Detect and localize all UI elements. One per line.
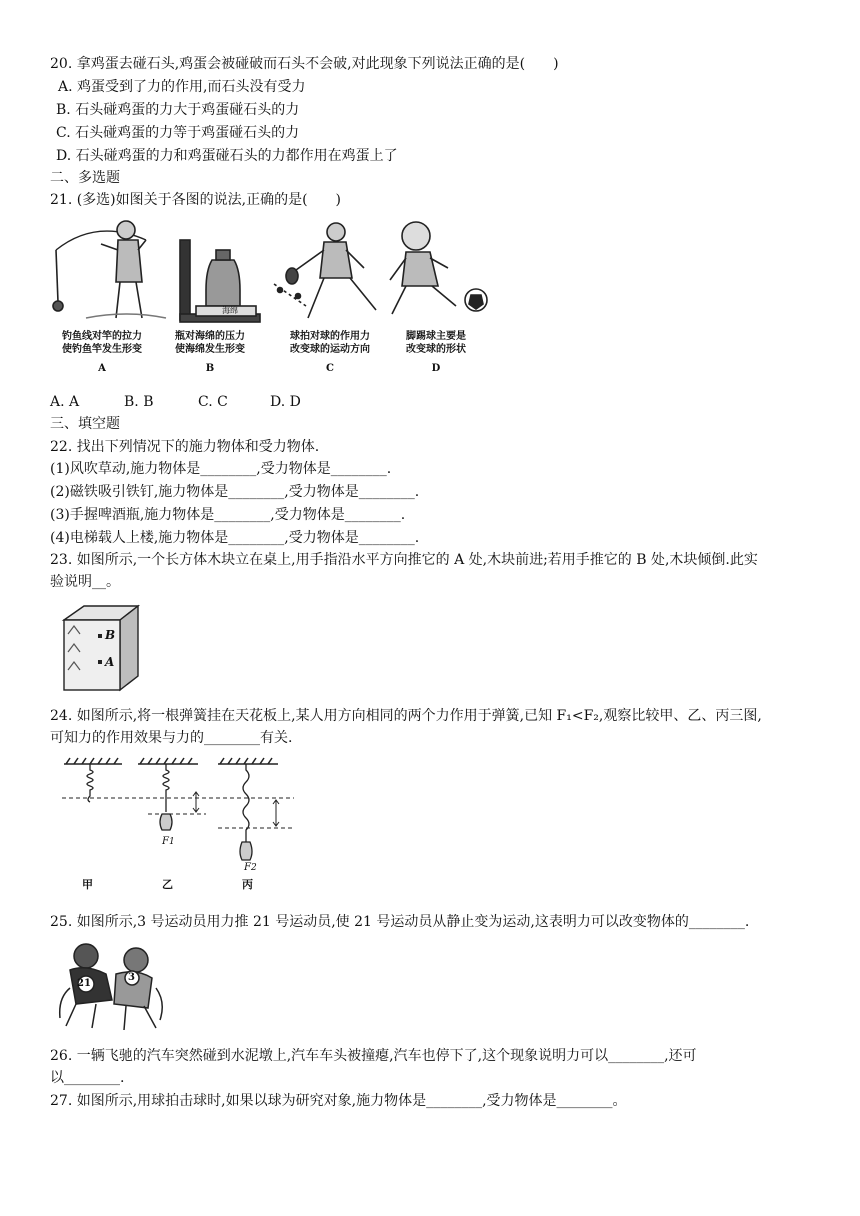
hockey-players-drawing [56,938,168,1034]
section-heading-fill-in: 三、填空题 [50,416,120,432]
q25-hockey-players-figure [56,938,168,1034]
q20-option-d: D. 石头碰鸡蛋的力和鸡蛋碰石头的力都作用在鸡蛋上了 [56,148,398,164]
table-tennis-player-illustration [274,223,376,318]
q20-stem: 20. 拿鸡蛋去碰石头,鸡蛋会被碰破而石头不会破,对此现象下列说法正确的是( ) [50,56,559,72]
caption-d-line1: 脚踢球主要是 [406,331,466,342]
q21-option-c: C. C [198,394,228,410]
q21-option-d: D. D [270,394,301,410]
jersey-number-3: 3 [128,972,135,983]
q21-option-a: A. A [50,394,80,410]
q24-spring-figure [58,756,298,892]
panel-letter-c: C [326,363,334,374]
q21-stem: 21. (多选)如图关于各图的说法,正确的是( ) [50,192,342,208]
soccer-player-illustration [390,222,487,314]
jersey-number-21: 21 [77,978,91,989]
force-f1-label: F1 [162,836,175,847]
q27-line1: 27. 如图所示,用球拍击球时,如果以球为研究对象,施力物体是________,受力物体是________。 [50,1093,627,1109]
caption-d-line2: 改变球的形状 [406,344,466,355]
fisherman-illustration [53,221,166,318]
label-bing: 丙 [242,878,253,891]
label-jia: 甲 [82,878,93,891]
q22-item-2: (2)磁铁吸引铁钉,施力物体是________,受力物体是________. [50,484,420,500]
q20-option-a: A. 鸡蛋受到了力的作用,而石头没有受力 [58,79,306,95]
section-heading-multi-choice: 二、多选题 [50,170,120,186]
q26-line1: 26. 一辆飞驰的汽车突然碰到水泥墩上,汽车车头被撞瘪,汽车也停下了,这个现象说明力可以________,还可 [50,1048,697,1064]
q24-line1: 24. 如图所示,将一根弹簧挂在天花板上,某人用方向相同的两个力作用于弹簧,已知 F₁<F₂,观察比较甲、乙、丙三图, [50,708,762,724]
caption-b-line2: 使海绵发生形变 [175,344,245,355]
q21-figure [46,210,496,382]
caption-c-line2: 改变球的运动方向 [290,344,370,355]
caption-a-line2: 使钓鱼竿发生形变 [62,344,142,355]
wooden-block-drawing [58,600,144,696]
q20-option-c: C. 石头碰鸡蛋的力等于鸡蛋碰石头的力 [56,125,300,141]
q22-item-3: (3)手握啤酒瓶,施力物体是________,受力物体是________. [50,507,406,523]
q22-item-1: (1)风吹草动,施力物体是________,受力物体是________. [50,461,392,477]
q23-wooden-block-figure [58,600,144,696]
point-b-label: B [105,628,116,642]
label-yi: 乙 [162,878,173,891]
caption-b-line1: 瓶对海绵的压力 [175,331,245,342]
q21-figure-drawing [46,210,496,330]
q22-item-4: (4)电梯载人上楼,施力物体是________,受力物体是________. [50,530,420,546]
bottle-on-sponge-illustration [180,240,260,322]
panel-letter-b: B [205,363,215,374]
caption-c-line1: 球拍对球的作用力 [290,331,370,342]
panel-letter-d: D [431,363,441,374]
q23-line1: 23. 如图所示,一个长方体木块立在桌上,用手指沿水平方向推它的 A 处,木块前进;若用手推它的 B 处,木块倾倒.此实 [50,552,758,568]
point-a-label: A [105,655,115,669]
q24-line2: 可知力的作用效果与力的________有关. [50,730,293,746]
q23-line2: 验说明__。 [50,574,120,590]
sponge-label: 海绵 [222,306,238,315]
panel-letter-a: A [98,363,106,374]
q21-option-b: B. B [124,394,154,410]
spring-diagram [58,756,298,892]
force-f2-label: F2 [244,862,257,873]
q22-stem: 22. 找出下列情况下的施力物体和受力物体. [50,439,320,455]
caption-a-line1: 钓鱼线对竿的拉力 [62,331,142,342]
q26-line2: 以________. [50,1070,125,1086]
q25-line1: 25. 如图所示,3 号运动员用力推 21 号运动员,使 21 号运动员从静止变为运动,这表明力可以改变物体的________. [50,914,750,930]
q20-option-b: B. 石头碰鸡蛋的力大于鸡蛋碰石头的力 [56,102,300,118]
